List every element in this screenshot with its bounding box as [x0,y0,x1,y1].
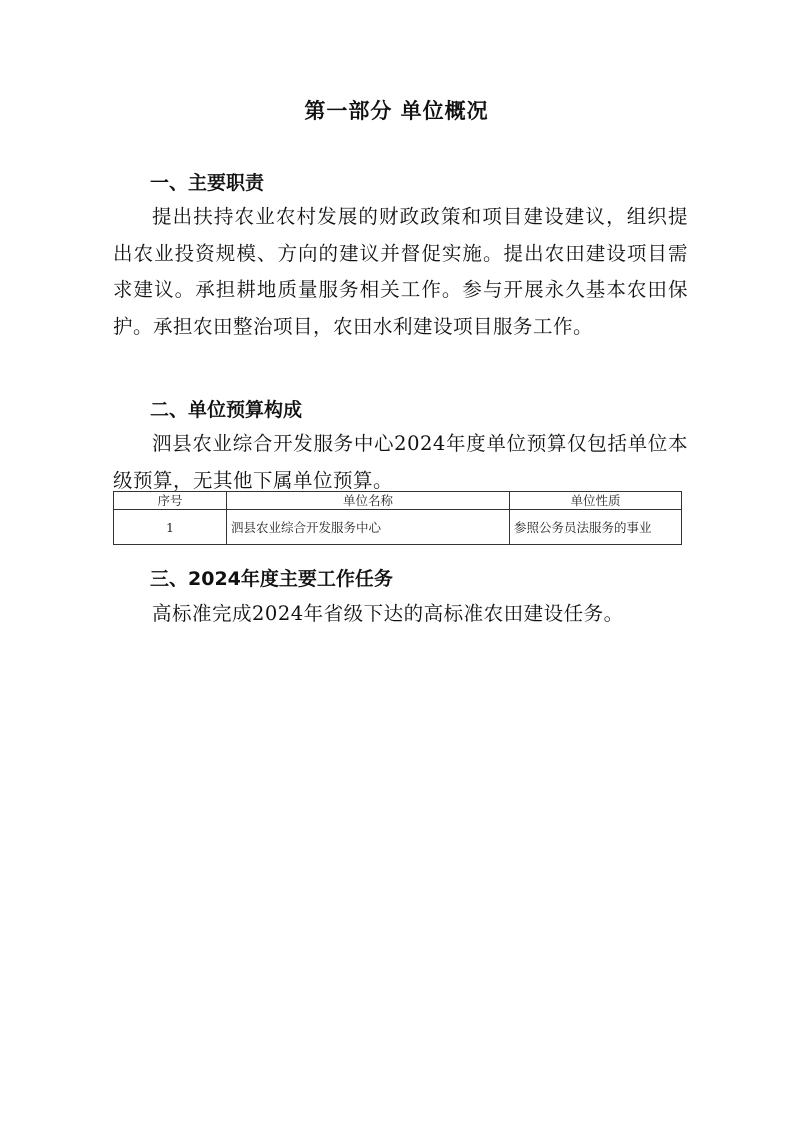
table-row [114,510,682,545]
table-cell-unit-nature: 参照公务员法服务的事业 [510,510,682,545]
unit-table [113,491,682,545]
section-text-budget-composition: 泗县农业综合开发服务中心2024年度单位预算仅包括单位本级预算，无其他下属单位预算。 [113,432,688,492]
table-cell-index: 1 [114,510,227,545]
table-header-unit-name: 单位名称 [227,492,510,510]
section-text-main-tasks: 高标准完成2024年省级下达的高标准农田建设任务。 [152,602,624,625]
table-header-row [114,492,682,510]
section-heading-duties: 一、主要职责 [150,172,265,194]
table-header-unit-nature: 单位性质 [510,492,682,510]
table-header-index: 序号 [114,492,227,510]
page-title: 第一部分 单位概况 [304,99,489,123]
section-heading-main-tasks: 三、2024年度主要工作任务 [150,568,393,590]
section-text-duties: 提出扶持农业农村发展的财政政策和项目建设建议，组织提出农业投资规模、方向的建议并督促实施。提出农田建设项目需求建议。承担耕地质量服务相关工作。参与开展永久基本农田保护。承担农田整治项目，农田水利建设项目服务工作。 [113,205,688,338]
section-heading-budget-composition: 二、单位预算构成 [150,399,303,421]
table-cell-unit-name: 泗县农业综合开发服务中心 [227,510,510,545]
